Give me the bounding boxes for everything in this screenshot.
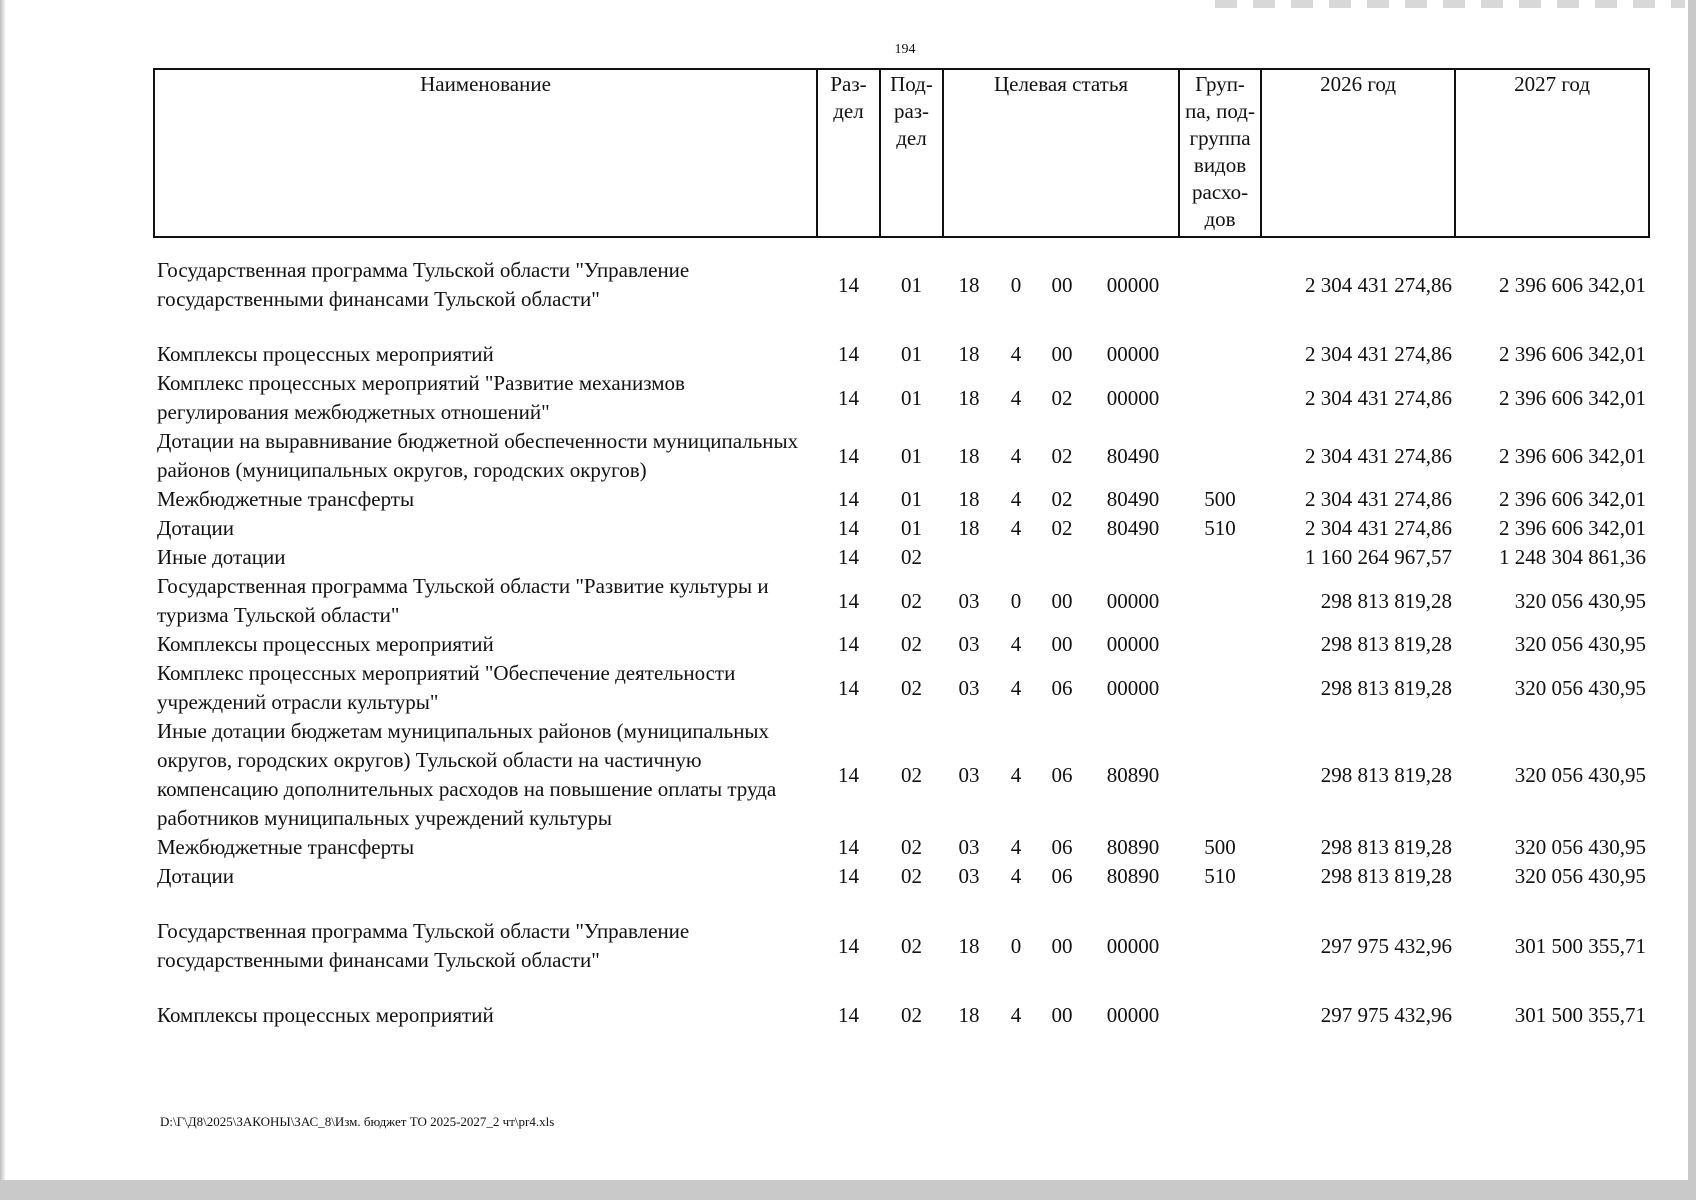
row-spacer — [154, 975, 1649, 1001]
row-amount-2027: 320 056 430,95 — [1514, 588, 1647, 613]
row-podrazdel: 02 — [901, 1003, 922, 1027]
row-target-type: 4 — [1010, 1003, 1022, 1027]
row-expense-group: 510 — [1204, 864, 1236, 888]
row-target-subtype: 00 — [1051, 933, 1073, 958]
table-row — [154, 717, 1649, 833]
table-row — [154, 543, 1649, 572]
row-target-direction: 80890 — [1106, 835, 1160, 859]
row-amount-2026: 298 813 819,28 — [1320, 675, 1453, 700]
row-amount-2026: 2 304 431 274,86 — [1305, 272, 1453, 297]
row-razdel: 14 — [838, 835, 859, 859]
row-amount-2027: 2 396 606 342,01 — [1499, 342, 1647, 366]
header-group: Груп- па, под- группа видов расхо- дов — [1179, 69, 1261, 237]
row-target-type: 0 — [1010, 933, 1022, 958]
row-target-subtype: 06 — [1051, 762, 1073, 787]
row-target-type: 4 — [1010, 632, 1022, 656]
row-target-direction: 80490 — [1106, 516, 1160, 540]
row-amount-2027: 1 248 304 861,36 — [1499, 545, 1647, 569]
header-gap — [154, 237, 1649, 256]
row-target-direction — [1087, 543, 1179, 572]
row-target-subtype: 06 — [1051, 835, 1073, 859]
row-target-type: 4 — [1010, 835, 1022, 859]
row-target-program: 03 — [958, 632, 980, 656]
row-amount-2027: 320 056 430,95 — [1514, 675, 1647, 700]
row-expense-group — [1179, 427, 1261, 485]
row-podrazdel: 01 — [901, 516, 922, 540]
table-row — [154, 572, 1649, 630]
row-razdel: 14 — [838, 588, 859, 613]
row-podrazdel: 01 — [901, 443, 922, 468]
table-row — [154, 369, 1649, 427]
row-expense-group — [1179, 543, 1261, 572]
row-expense-group: 500 — [1204, 487, 1236, 511]
row-podrazdel: 02 — [901, 835, 922, 859]
row-razdel: 14 — [838, 385, 859, 410]
row-target-subtype: 06 — [1051, 675, 1073, 700]
row-name: Государственная программа Тульской области "Управление государственными финансами Тульской области" — [157, 919, 690, 972]
row-amount-2026: 2 304 431 274,86 — [1305, 342, 1453, 366]
row-name: Иные дотации бюджетам муниципальных районов (муниципальных округов, городских округов) Тульской области на частичную компенсацию дополнительных расходов на повышение оплаты труда работников муниципальных учреждений культуры — [157, 719, 777, 830]
row-target-type: 4 — [1010, 762, 1022, 787]
row-razdel: 14 — [838, 272, 859, 297]
row-target-type: 4 — [1010, 516, 1022, 540]
row-target-subtype: 02 — [1051, 443, 1073, 468]
row-expense-group — [1179, 917, 1261, 975]
row-target-program: 18 — [958, 1003, 980, 1027]
row-expense-group: 500 — [1204, 835, 1236, 859]
budget-table — [153, 68, 1650, 1030]
table-row — [154, 630, 1649, 659]
row-name: Комплекс процессных мероприятий "Обеспечение деятельности учреждений отрасли культуры" — [157, 661, 736, 714]
row-name: Государственная программа Тульской области "Развитие культуры и туризма Тульской области" — [157, 574, 769, 627]
row-target-program: 03 — [958, 588, 980, 613]
row-target-direction: 00000 — [1106, 675, 1160, 700]
row-name: Государственная программа Тульской области "Управление государственными финансами Тульской области" — [157, 258, 690, 311]
row-target-direction: 00000 — [1106, 632, 1160, 656]
row-target-direction: 00000 — [1106, 588, 1160, 613]
row-razdel: 14 — [838, 762, 859, 787]
row-spacer — [154, 891, 1649, 917]
row-amount-2026: 298 813 819,28 — [1320, 864, 1453, 888]
table-row — [154, 256, 1649, 314]
row-podrazdel: 01 — [901, 385, 922, 410]
row-amount-2027: 2 396 606 342,01 — [1499, 272, 1647, 297]
row-razdel: 14 — [838, 675, 859, 700]
row-amount-2026: 2 304 431 274,86 — [1305, 443, 1453, 468]
row-amount-2027: 301 500 355,71 — [1514, 933, 1647, 958]
row-target-program: 18 — [958, 933, 980, 958]
row-podrazdel: 02 — [901, 933, 922, 958]
row-name: Межбюджетные трансферты — [157, 487, 415, 511]
row-target-subtype: 02 — [1051, 516, 1073, 540]
row-name: Комплексы процессных мероприятий — [157, 1003, 494, 1027]
header-2027: 2027 год — [1455, 69, 1649, 237]
row-target-type: 4 — [1010, 864, 1022, 888]
row-target-direction: 00000 — [1106, 385, 1160, 410]
row-amount-2027: 301 500 355,71 — [1514, 1003, 1647, 1027]
row-razdel: 14 — [838, 516, 859, 540]
row-expense-group — [1179, 256, 1261, 314]
row-target-program: 18 — [958, 443, 980, 468]
row-target-direction: 00000 — [1106, 342, 1160, 366]
row-podrazdel: 02 — [901, 545, 922, 569]
table-row — [154, 917, 1649, 975]
row-target-direction: 80490 — [1106, 487, 1160, 511]
row-target-program: 03 — [958, 864, 980, 888]
page-number: 194 — [894, 42, 916, 57]
row-name: Комплексы процессных мероприятий — [157, 342, 494, 366]
table-body — [154, 237, 1649, 1030]
row-expense-group — [1179, 572, 1261, 630]
row-target-subtype: 00 — [1051, 342, 1073, 366]
row-razdel: 14 — [838, 933, 859, 958]
row-podrazdel: 02 — [901, 864, 922, 888]
header-name: Наименование — [154, 69, 817, 237]
row-razdel: 14 — [838, 545, 859, 569]
row-target-program: 18 — [958, 487, 980, 511]
row-expense-group — [1179, 659, 1261, 717]
row-podrazdel: 02 — [901, 675, 922, 700]
row-razdel: 14 — [838, 342, 859, 366]
table-row — [154, 514, 1649, 543]
row-amount-2027: 2 396 606 342,01 — [1499, 487, 1647, 511]
row-target-type — [995, 543, 1037, 572]
row-expense-group — [1179, 340, 1261, 369]
row-target-program: 18 — [958, 342, 980, 366]
row-name: Дотации — [157, 516, 235, 540]
row-target-program: 18 — [958, 385, 980, 410]
row-target-subtype: 00 — [1051, 588, 1073, 613]
table-row — [154, 485, 1649, 514]
row-target-direction: 00000 — [1106, 1003, 1160, 1027]
table-row — [154, 862, 1649, 891]
row-target-program: 03 — [958, 675, 980, 700]
row-target-program: 18 — [958, 272, 980, 297]
row-expense-group — [1179, 369, 1261, 427]
header-2026: 2026 год — [1261, 69, 1455, 237]
row-amount-2027: 320 056 430,95 — [1514, 762, 1647, 787]
row-amount-2027: 2 396 606 342,01 — [1499, 516, 1647, 540]
page-left-shadow — [0, 0, 6, 1180]
row-amount-2026: 2 304 431 274,86 — [1305, 516, 1453, 540]
row-amount-2027: 2 396 606 342,01 — [1499, 385, 1647, 410]
row-podrazdel: 01 — [901, 487, 922, 511]
row-amount-2026: 2 304 431 274,86 — [1305, 385, 1453, 410]
row-target-program: 03 — [958, 835, 980, 859]
row-expense-group: 510 — [1204, 516, 1236, 540]
row-target-direction: 00000 — [1106, 933, 1160, 958]
table-row — [154, 659, 1649, 717]
row-razdel: 14 — [838, 864, 859, 888]
row-podrazdel: 01 — [901, 342, 922, 366]
row-podrazdel: 01 — [901, 272, 922, 297]
table-row — [154, 427, 1649, 485]
row-razdel: 14 — [838, 443, 859, 468]
row-amount-2027: 320 056 430,95 — [1514, 632, 1647, 656]
row-amount-2026: 297 975 432,96 — [1320, 933, 1453, 958]
scan-marks — [1215, 0, 1685, 8]
row-podrazdel: 02 — [901, 588, 922, 613]
row-target-type: 4 — [1010, 443, 1022, 468]
row-target-subtype: 02 — [1051, 487, 1073, 511]
row-target-type: 0 — [1010, 588, 1022, 613]
row-amount-2026: 298 813 819,28 — [1320, 762, 1453, 787]
row-target-subtype: 00 — [1051, 1003, 1073, 1027]
row-razdel: 14 — [838, 1003, 859, 1027]
table-header — [154, 69, 1649, 237]
table-row — [154, 833, 1649, 862]
header-podrazdel: Под- раз- дел — [880, 69, 943, 237]
row-amount-2026: 297 975 432,96 — [1320, 1003, 1453, 1027]
table-row — [154, 1001, 1649, 1030]
row-target-direction: 00000 — [1106, 272, 1160, 297]
file-path-footer: D:\Г\Д8\2025\ЗАКОНЫ\ЗАС_8\Изм. бюджет ТО 2025-2027_2 чт\pr4.xls — [160, 1114, 555, 1129]
row-expense-group — [1179, 717, 1261, 833]
row-target-subtype — [1037, 543, 1087, 572]
row-target-type: 0 — [1010, 272, 1022, 297]
row-target-direction: 80890 — [1106, 762, 1160, 787]
row-target-subtype: 06 — [1051, 864, 1073, 888]
row-target-subtype: 00 — [1051, 632, 1073, 656]
row-amount-2027: 2 396 606 342,01 — [1499, 443, 1647, 468]
row-name: Дотации на выравнивание бюджетной обеспеченности муниципальных районов (муниципальных округов, городских округов) — [157, 429, 799, 482]
row-amount-2026: 2 304 431 274,86 — [1305, 487, 1453, 511]
row-target-type: 4 — [1010, 385, 1022, 410]
row-name: Иные дотации — [157, 545, 286, 569]
row-target-subtype: 00 — [1051, 272, 1073, 297]
row-amount-2026: 298 813 819,28 — [1320, 835, 1453, 859]
row-razdel: 14 — [838, 632, 859, 656]
row-spacer — [154, 314, 1649, 340]
row-podrazdel: 02 — [901, 762, 922, 787]
row-name: Комплекс процессных мероприятий "Развитие механизмов регулирования межбюджетных отношений" — [157, 371, 685, 424]
row-expense-group — [1179, 630, 1261, 659]
row-target-subtype: 02 — [1051, 385, 1073, 410]
row-amount-2026: 298 813 819,28 — [1320, 632, 1453, 656]
header-razdel: Раз- дел — [817, 69, 880, 237]
row-target-direction: 80490 — [1106, 443, 1160, 468]
row-name: Комплексы процессных мероприятий — [157, 632, 494, 656]
row-expense-group — [1179, 1001, 1261, 1030]
row-amount-2027: 320 056 430,95 — [1514, 835, 1647, 859]
row-podrazdel: 02 — [901, 632, 922, 656]
row-target-program: 18 — [958, 516, 980, 540]
row-target-program — [943, 543, 995, 572]
row-target-type: 4 — [1010, 487, 1022, 511]
row-razdel: 14 — [838, 487, 859, 511]
row-target-program: 03 — [958, 762, 980, 787]
row-amount-2027: 320 056 430,95 — [1514, 864, 1647, 888]
row-name: Межбюджетные трансферты — [157, 835, 415, 859]
row-target-type: 4 — [1010, 342, 1022, 366]
row-target-type: 4 — [1010, 675, 1022, 700]
table-row — [154, 340, 1649, 369]
row-amount-2026: 1 160 264 967,57 — [1305, 545, 1453, 569]
row-target-direction: 80890 — [1106, 864, 1160, 888]
row-name: Дотации — [157, 864, 235, 888]
header-target: Целевая статья — [943, 69, 1179, 237]
row-amount-2026: 298 813 819,28 — [1320, 588, 1453, 613]
